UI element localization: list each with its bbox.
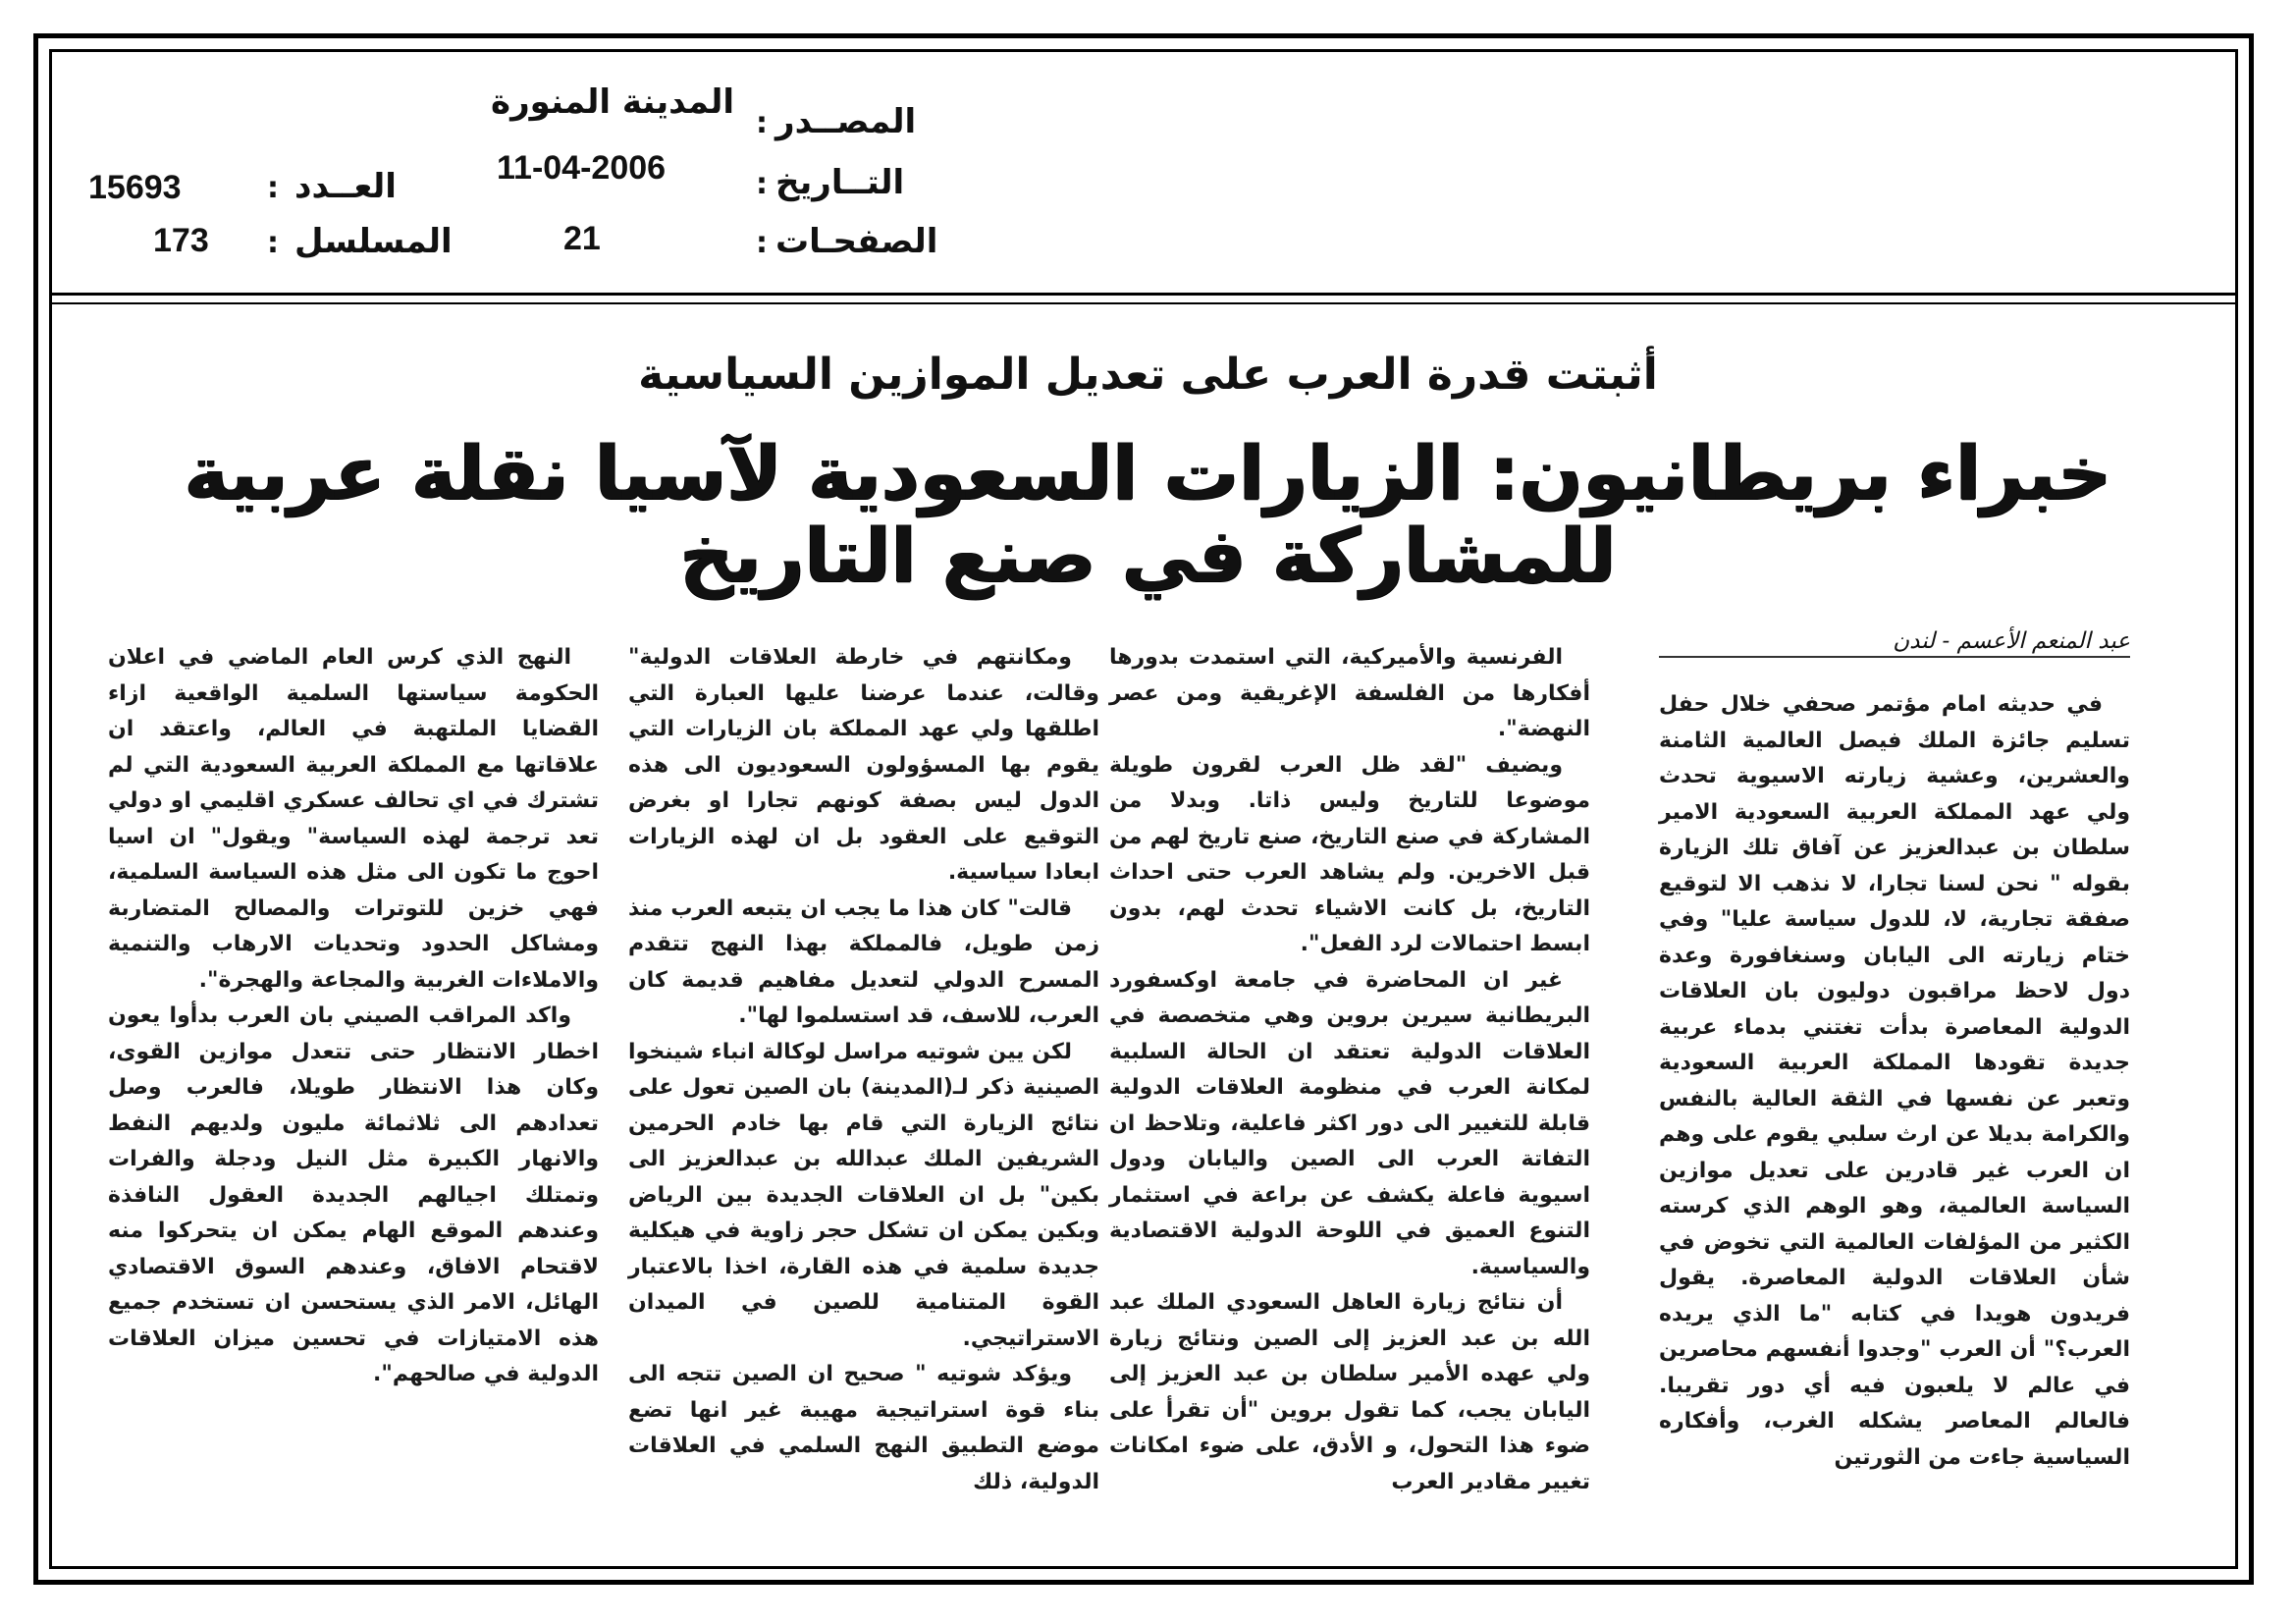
paragraph: ويضيف "لقد ظل العرب لقرون طويلة موضوعا للتاريخ وليس ذاتا. وبدلا من المشاركة في صنع التاريخ، صنع تاريخ لهم من قبل الاخرين. ولم يشاهد العرب حتى احداث التاريخ، بل كانت الاشياء تحدث لهم، بدون ابسط احتمالات لرد الفعل". [1109, 752, 1590, 956]
issue-value: 15693 [88, 169, 182, 206]
source-label: المصــدر [775, 102, 917, 141]
paragraph: واكد المراقب الصيني بان العرب بدأوا يعون اخطار الانتظار حتى تتعدل موازين القوى، وكان هذا الانتظار طويلا، فالعرب وصل تعدادهم الى ثلاثمائة مليون ولديهم النفط والانهار الكبيرة مثل النيل ودجلة والفرات وتمتلك اجيالهم الجديدة العقول النافذة وعندهم الموقع الهام يمكن ان يتحركوا منه لاقتحام الافاق، وعندهم السوق الاقتصادي الهائل، الامر الذي يستحسن ان تستخدم جميع هذه الامتيازات في تحسين ميزان العلاقات الدولية في صالحهم". [108, 1003, 599, 1386]
article-byline: عبد المنعم الأعسم - لندن [1893, 628, 2130, 654]
pages-value: 21 [563, 220, 601, 257]
source-colon: : [756, 106, 768, 140]
pages-label: الصفحـات [775, 222, 938, 261]
article-column-4 [108, 640, 599, 1386]
article-headline: خبراء بريطانيون: الزيارات السعودية لآسيا نقلة عربية للمشاركة في صنع التاريخ [184, 429, 2112, 599]
paragraph: غير ان المحاضرة في جامعة اوكسفورد البريطانية سيرين بروين وهي متخصصة في العلاقات الدولية تعتقد ان الحالة السلبية لمكانة العرب في منظومة العلاقات الدولية قابلة للتغيير الى دور اكثر فاعلية، وتلاحظ ان التفاتة العرب الى الصين واليابان ودول اسيوية فاعلة يكشف عن براعة في استثمار التنوع العميق في اللوحة الدولية الاقتصادية والسياسية. [1109, 967, 1590, 1279]
article-column-2 [1109, 640, 1590, 1494]
date-colon: : [756, 167, 768, 201]
paragraph: ويؤكد شوتيه " صحيح ان الصين تتجه الى بناء قوة استراتيجية مهيبة غير انها تضع موضع التطبيق النهج السلمي في العلاقات الدولية، ذلك [628, 1362, 1099, 1494]
header-divider-secondary [49, 302, 2238, 304]
paragraph: قالت" كان هذا ما يجب ان يتبعه العرب منذ زمن طويل، فالمملكة بهذا النهج تتقدم المسرح الدولي لتعديل مفاهيم قديمة كان العرب، للاسف، قد استسلموا لها". [628, 895, 1099, 1028]
paragraph: في حديثه امام مؤتمر صحفي خلال حفل تسليم جائزة الملك فيصل العالمية الثامنة والعشرين، وعشية زيارته الاسيوية تحدث ولي عهد المملكة العربية السعودية الامير سلطان بن عبدالعزيز عن آفاق تلك الزيارة بقوله " نحن لسنا تجارا، لا نذهب الا لتوقيع صفقة تجارية، لا، للدول سياسة عليا" وفي ختام زيارته الى اليابان وسنغافورة وعدة دول لاحظ مراقبون دوليون بان العلاقات الدولية المعاصرة بدأت تغتني بدماء عربية جديدة تقودها المملكة العربية السعودية وتعبر عن نفسها في الثقة العالية بالنفس والكرامة بديلا عن ارث سلبي يقوم على وهم ان العرب غير قادرين على تعديل موازين السياسة العالمية، وهو الوهم الذي كرسته الكثير من المؤلفات العالمية التي تخوض في شأن العلاقات الدولية المعاصرة. يقول فريدون هويدا في كتابه "ما الذي يريده العرب؟" أن العرب "وجدوا أنفسهم محاصرين في عالم لا يلعبون فيه أي دور تقريبا. فالعالم المعاصر يشكله الغرب، وأفكاره السياسية جاءت من الثورتين [1659, 692, 2130, 1470]
byline-rule [1659, 656, 2130, 658]
article-column-1 [1659, 687, 2130, 1470]
issue-colon: : [267, 171, 279, 205]
pages-colon: : [756, 226, 768, 260]
date-value: 11-04-2006 [497, 149, 667, 187]
serial-colon: : [267, 226, 279, 260]
source-value: المدينة المنورة [491, 82, 735, 122]
serial-value: 173 [153, 222, 209, 259]
issue-label: العــدد [294, 167, 397, 206]
paragraph: النهج الذي كرس العام الماضي في اعلان الحكومة سياستها السلمية الواقعية ازاء القضايا الملتهبة في العالم، واعتقد ان علاقاتها مع المملكة العربية السعودية التي لم تشترك في اي تحالف عسكري اقليمي او دولي تعد ترجمة لهذه السياسة" ويقول" ان اسيا احوج ما تكون الى مثل هذه السياسة السلمية، فهي خزين للتوترات والمصالح المتضاربة ومشاكل الحدود وتحديات الارهاب والتنمية والاملاءات الغربية والمجاعة والهجرة". [108, 645, 599, 993]
header-divider [49, 293, 2238, 296]
serial-label: المسلسل [294, 222, 453, 261]
paragraph: أن نتائج زيارة العاهل السعودي الملك عبد الله بن عبد العزيز إلى الصين ونتائج زيارة ولي عهده الأمير سلطان بن عبد العزيز إلى اليابان يجب، كما تقول بروين "أن تقرأ على ضوء هذا التحول، و الأدق، على ضوء امكانات تغيير مقادير العرب [1109, 1290, 1590, 1494]
paragraph: ومكانتهم في خارطة العلاقات الدولية" وقالت، عندما عرضنا عليها العبارة التي اطلقها ولي عهد المملكة بان الزيارات التي يقوم بها المسؤولون السعوديون الى هذه الدول ليس بصفة كونهم تجارا او بغرض التوقيع على العقود بل ان لهذه الزيارات ابعادا سياسية. [628, 645, 1099, 885]
article-kicker: أثبتت قدرة العرب على تعديل الموازين السياسية [638, 350, 1658, 400]
paragraph: الفرنسية والأميركية، التي استمدت بدورها أفكارها من الفلسفة الإغريقية ومن عصر النهضة". [1109, 645, 1590, 741]
date-label: التــاريخ [775, 163, 905, 202]
paragraph: لكن يين شوتيه مراسل لوكالة انباء شينخوا الصينية ذكر لـ(المدينة) بان الصين تعول على نتائج الزيارة التي قام بها خادم الحرمين الشريفين الملك عبدالله بن عبدالعزيز الى بكين" بل ان العلاقات الجديدة بين الرياض وبكين يمكن ان تشكل حجر زاوية في هيكلية جديدة سلمية في هذه القارة، اخذا بالاعتبار القوة المتنامية للصين في الميدان الاستراتيجي. [628, 1039, 1099, 1351]
article-column-3 [628, 640, 1099, 1494]
